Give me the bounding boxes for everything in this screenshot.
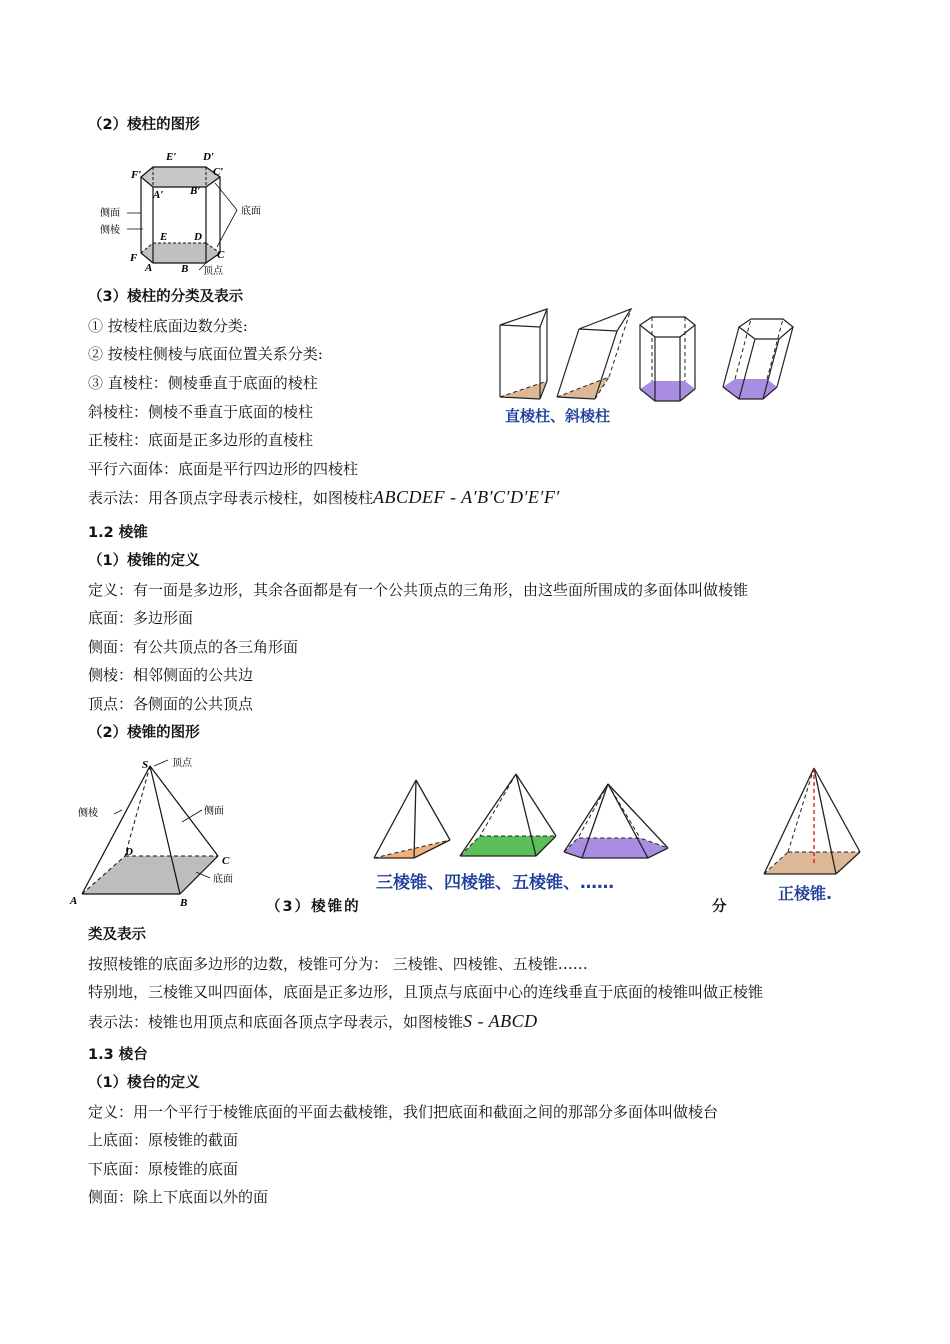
pyramid-class-heading-a: （3）棱锥的 [266,899,361,915]
triangular-pyramid [374,780,450,858]
prism-notation-math: ABCDEF - A′B′C′D′E′F′ [373,487,560,507]
pyramid-class-line-1: 按照棱锥的底面多边形的边数，棱锥可分为： 三棱锥、四棱锥、五棱锥…… [88,955,588,973]
vertex-b-prime: B′ [190,185,201,197]
label-lateral-edge: 侧棱 [100,225,120,236]
vertex-a: A [145,262,153,274]
vertex-f-prime: F′ [131,169,142,181]
pyramid-def-line-5: 顶点：各侧面的公共顶点 [88,695,254,713]
vertex-b: B [181,263,189,275]
pyramid-types-caption: 三棱锥、四棱锥、五棱锥、…… [376,873,614,893]
pyramid-def-line-4: 侧棱：相邻侧面的公共边 [88,666,254,684]
vertex-d: D [194,231,202,243]
frustum-def-heading: （1）棱台的定义 [88,1075,200,1091]
prism-figure-heading: （2）棱柱的图形 [88,117,200,133]
prism-class-line-1: ① 按棱柱底面边数分类: [88,317,248,335]
vertex-d: D [125,846,133,858]
vertex-f: F [130,252,138,264]
pyramid-section-title: 1.2 棱锥 [88,525,148,541]
pyramid-sabcd-figure [70,752,250,910]
vertex-e: E [160,231,168,243]
regular-pyramid-figure [760,760,870,905]
pyramid-types-figure [368,770,678,898]
pyramid-class-heading-c: 类及表示 [88,927,146,943]
label-side-face: 侧面 [100,208,120,219]
label-base: 底面 [213,874,233,885]
oblique-pentagonal-prism [723,319,793,399]
pyramid-def-line-1: 定义：有一面是多边形，其余各面都是有一个公共顶点的三角形，由这些面所围成的多面体叫做棱锥 [88,581,749,599]
prism-class-heading: （3）棱柱的分类及表示 [88,289,244,305]
pyramid-notation-line [88,1010,538,1033]
label-side-face: 侧面 [204,806,224,817]
pyramid-base-face [82,856,218,894]
vertex-c: C [217,249,225,261]
vertex-c: C [222,855,230,867]
pyramid-def-line-3: 侧面：有公共顶点的各三角形面 [88,638,299,656]
vertex-s: S [142,759,149,771]
pyramid-def-line-2: 底面：多边形面 [88,609,194,627]
prism-class-line-3: ③ 直棱柱：侧棱垂直于底面的棱柱 [88,374,318,392]
prism-notation-line [88,486,560,509]
pyramid-fig-heading: （2）棱锥的图形 [88,725,200,741]
label-vertex: 顶点 [172,758,192,769]
oblique-triangular-prism [557,309,631,399]
frustum-def-line-2: 上底面：原棱锥的截面 [88,1131,239,1149]
right-triangular-prism [500,309,547,399]
label-vertex: 顶点 [203,266,223,277]
vertex-a-prime: A′ [153,189,164,201]
label-base: 底面 [241,206,261,217]
pyramid-notation-text: 表示法：棱锥也用顶点和底面各顶点字母表示，如图棱锥 [88,1013,464,1031]
pyramid-def-heading: （1）棱锥的定义 [88,553,200,569]
pyramid-class-line-2: 特别地，三棱锥又叫四面体，底面是正多边形，且顶点与底面中心的连线垂直于底面的棱锥叫做正棱锥 [88,983,764,1001]
vertex-e-prime: E′ [166,151,177,163]
right-pentagonal-prism [640,317,695,401]
prism-class-line-4: 斜棱柱：侧棱不垂直于底面的棱柱 [88,403,314,421]
frustum-def-line-3: 下底面：原棱锥的底面 [88,1160,239,1178]
hexagonal-prism-figure [95,145,285,280]
pyramid-notation-math: S - ABCD [463,1011,538,1031]
pyramid-class-heading-b: 分 [712,899,727,915]
vertex-b: B [180,897,188,909]
vertex-d-prime: D′ [203,151,215,163]
pentagonal-pyramid [564,784,668,858]
prism-class-line-2: ② 按棱柱侧棱与底面位置关系分类: [88,345,323,363]
frustum-def-line-4: 侧面：除上下底面以外的面 [88,1188,269,1206]
quadrilateral-pyramid [460,774,556,856]
prism-class-line-6: 平行六面体：底面是平行四边形的四棱柱 [88,460,359,478]
prism-class-line-5: 正棱柱：底面是正多边形的直棱柱 [88,431,314,449]
frustum-section-title: 1.3 棱台 [88,1047,148,1063]
vertex-c-prime: C′ [213,166,224,178]
frustum-def-line-1: 定义：用一个平行于棱锥底面的平面去截棱锥，我们把底面和截面之间的那部分多面体叫做棱台 [88,1103,719,1121]
prism-types-figure [495,305,815,430]
regular-pyramid-caption: 正棱锥. [778,884,833,903]
vertex-a: A [70,895,78,907]
prism-types-caption: 直棱柱、斜棱柱 [505,407,611,425]
prism-notation-text: 表示法：用各顶点字母表示棱柱，如图棱柱 [88,489,374,507]
label-lateral-edge: 侧棱 [78,808,98,819]
